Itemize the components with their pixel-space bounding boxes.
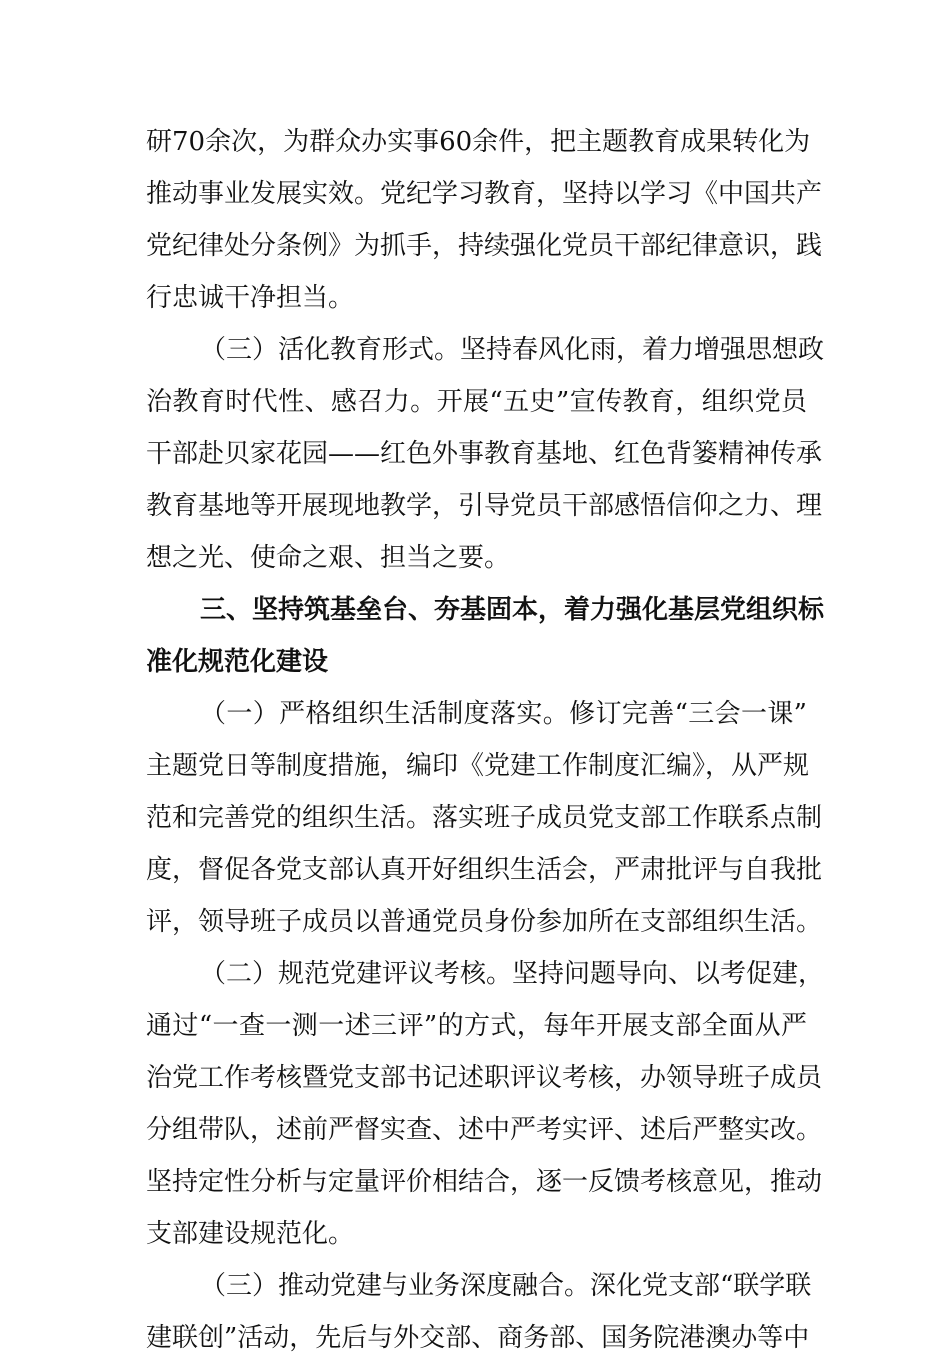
paragraph-text: 坚持春风化雨，着力增强思想政 [460, 335, 825, 365]
paragraph-education-forms [146, 324, 825, 584]
text-line: 推动事业发展实效。党纪学习教育，坚持以学习《中国共产 [146, 179, 823, 209]
paragraph-continuation [146, 116, 823, 324]
text-line: 通过“一查一测一述三评”的方式，每年开展支部全面从严 [146, 1011, 807, 1041]
text-line: 行忠诚干净担当。 [146, 283, 355, 313]
text-line [146, 1260, 812, 1312]
section-heading [146, 584, 825, 688]
paragraph-organization-life [146, 688, 823, 948]
text-line: 教育基地等开展现地教学，引导党员干部感悟信仰之力、理 [146, 491, 823, 521]
text-line: 干部赴贝家花园——红色外事教育基地、红色背篓精神传承 [146, 439, 823, 469]
text-line: 想之光、使命之艰、担当之要。 [146, 543, 511, 573]
paragraph-lead: （二）规范党建评议考核。 [200, 959, 513, 989]
text-line: 坚持定性分析与定量评价相结合，逐一反馈考核意见，推动 [146, 1167, 823, 1197]
text-line: 建联创”活动，先后与外交部、商务部、国务院港澳办等中 [146, 1323, 810, 1353]
paragraph-assessment [146, 948, 825, 1260]
text-line [146, 948, 825, 1000]
text-line: 支部建设规范化。 [146, 1219, 355, 1249]
text-line [146, 324, 825, 376]
paragraph-text: 坚持问题导向、以考促建， [512, 959, 825, 989]
paragraph-lead: （三）活化教育形式。 [200, 335, 461, 365]
paragraph-integration [146, 1260, 812, 1364]
paragraph-text: 深化党支部“联学联 [590, 1271, 812, 1301]
text-line: 分组带队，述前严督实查、述中严考实评、述后严整实改。 [146, 1115, 823, 1145]
paragraph-lead: （一）严格组织生活制度落实。 [200, 699, 570, 729]
text-line: 研70余次，为群众办实事60余件，把主题教育成果转化为 [146, 127, 811, 157]
text-line [146, 688, 807, 740]
paragraph-lead: （三）推动党建与业务深度融合。 [200, 1271, 591, 1301]
heading-line: 三、坚持筑基垒台、夯基固本，着力强化基层党组织标 [200, 595, 825, 625]
text-line: 治党工作考核暨党支部书记述职评议考核，办领导班子成员 [146, 1063, 823, 1093]
text-line: 范和完善党的组织生活。落实班子成员党支部工作联系点制 [146, 803, 823, 833]
text-line: 治教育时代性、感召力。开展“五史”宣传教育，组织党员 [146, 387, 807, 417]
text-line: 主题党日等制度措施，编印《党建工作制度汇编》，从严规 [146, 751, 810, 781]
text-line: 评，领导班子成员以普通党员身份参加所在支部组织生活。 [146, 907, 823, 937]
text-line: 度，督促各党支部认真开好组织生活会，严肃批评与自我批 [146, 855, 823, 885]
text-line: 党纪律处分条例》为抓手，持续强化党员干部纪律意识，践 [146, 231, 823, 261]
paragraph-text: 修订完善“三会一课” [569, 699, 807, 729]
heading-line: 准化规范化建设 [146, 647, 329, 677]
